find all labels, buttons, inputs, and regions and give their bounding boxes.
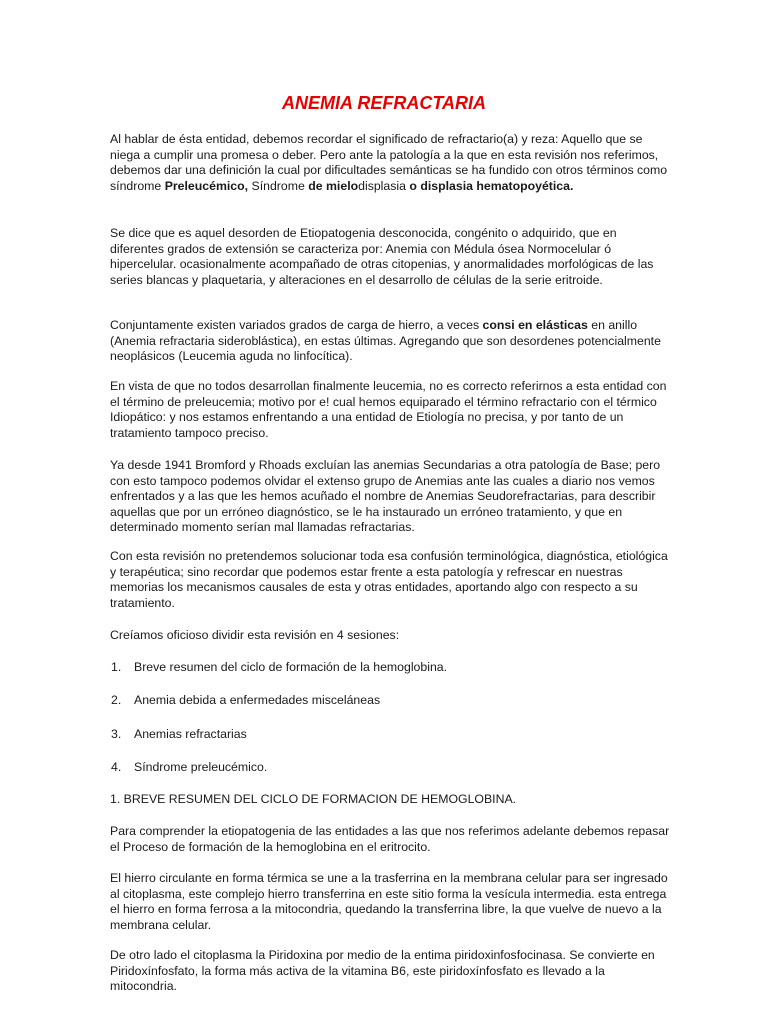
list-number: 4. (111, 760, 122, 774)
list-text: Breve resumen del ciclo de formación de la hemoglobina. (134, 660, 448, 674)
paragraph-iron-load (110, 318, 670, 365)
list-text: Síndrome preleucémico. (134, 760, 268, 774)
paragraph-iron-cycle: El hierro circulante en forma térmica se une a la trasferrina en la membrana celular para ser ingresado al citoplasma, este complejo hierro transferrina en este sitio forma la vesícula intermedia. esta entrega el hierro en forma ferrosa a la mitocondria, quedando la transferrina libre, la que vuelve de nuevo a la membrana celular. (110, 871, 668, 932)
paragraph-text: Síndrome (248, 178, 309, 193)
bold-term: o displasia hematopoyética. (409, 178, 574, 193)
list-text: Anemias refractarias (134, 727, 247, 741)
paragraph-intro (110, 132, 670, 194)
paragraph-text: Al hablar de ésta entidad, debemos recordar el significado de refractario(a) y reza: Aquello que se niega a cumplir una promesa o deber. Pero ante la patología a la que en esta revisión nos referimos, debemos dar una definición la cual por dificultades semánticas se ha fundido con otros términos como síndrome (110, 132, 668, 193)
list-item (111, 760, 267, 775)
list-item (111, 727, 247, 742)
paragraph-hemoglobin: Para comprender la etiopatogenia de las entidades a las que nos referimos adelante debemos repasar el Proceso de formación de la hemoglobina en el eritrocito. (110, 824, 670, 854)
bold-term: de mielo (308, 178, 359, 193)
list-number: 1. (111, 660, 122, 674)
paragraph-definition: Se dice que es aquel desorden de Etiopatogenia desconocida, congénito o adquirido, que en diferentes grados de extensión se caracteriza por: Anemia con Médula ósea Normocelular ó hipercelular. ocasionalmente acompañado de otras citopenias, y anormalidades morfológicas de las series blancas y plaquetaria, y alteraciones en el desarrollo de células de la serie eritroide. (110, 226, 654, 287)
paragraph-text: displasia (358, 178, 410, 193)
paragraph-pyridoxine: De otro lado el citoplasma la Piridoxina por medio de la entima piridoxinfosfocinasa. Se convierte en Piridoxínfosfato, la forma más activa de la vitamina B6, este piridoxínfosfato es llevado a la mitocondria. (110, 948, 655, 993)
list-text: Anemia debida a enfermedades misceláneas (134, 693, 381, 707)
section-heading: 1. BREVE RESUMEN DEL CICLO DE FORMACION DE HEMOGLOBINA. (110, 792, 517, 806)
list-number: 2. (111, 693, 122, 707)
paragraph-text: en anillo (Anemia refractaria sideroblástica), en estas últimas. Agregando que son desordenes potencialmente neoplásicos (Leucemia aguda no linfocítica). (110, 318, 661, 363)
list-item (111, 660, 447, 675)
paragraph-text: Conjuntamente existen variados grados de carga de hierro, a veces (110, 318, 483, 332)
bold-term: Preleucémico, (164, 178, 249, 193)
paragraph-sessions: Creíamos oficioso dividir esta revisión en 4 sesiones: (110, 628, 400, 642)
bold-term: consi en elásticas (482, 318, 588, 332)
paragraph-history: Ya desde 1941 Bromford y Rhoads excluían las anemias Secundarias a otra patología de Base; pero con esto tampoco podemos olvidar el extenso grupo de Anemias ante las cuales a diario nos vemos enfrentados y a las que les hemos acuñado el nombre de Anemias Seudorefractarias, para describir aquellas que por un erróneo diagnóstico, se le ha instaurado un erróneo tratamiento, y que en determinado momento serían mal llamadas refractarias. (110, 458, 661, 534)
paragraph-leukemia: En vista de que no todos desarrollan finalmente leucemia, no es correcto referirnos a esta entidad con el término de preleucemia; motivo por e! cual hemos equiparado el término refractario con el térmico Idiopático: y nos estamos enfrentando a una entidad de Etiología no precisa, y por tanto de un tratamiento tampoco preciso. (110, 379, 667, 440)
document-title: ANEMIA REFRACTARIA (282, 93, 486, 113)
list-item (111, 693, 380, 708)
list-number: 3. (111, 727, 122, 741)
paragraph-purpose: Con esta revisión no pretendemos solucionar toda esa confusión terminológica, diagnóstica, etiológica y terapéutica; sino recordar que podemos estar frente a esta patología y refrescar en nuestras memorias los mecanismos causales de esta y otras entidades, aportando algo con respecto a su tratamiento. (110, 549, 668, 610)
